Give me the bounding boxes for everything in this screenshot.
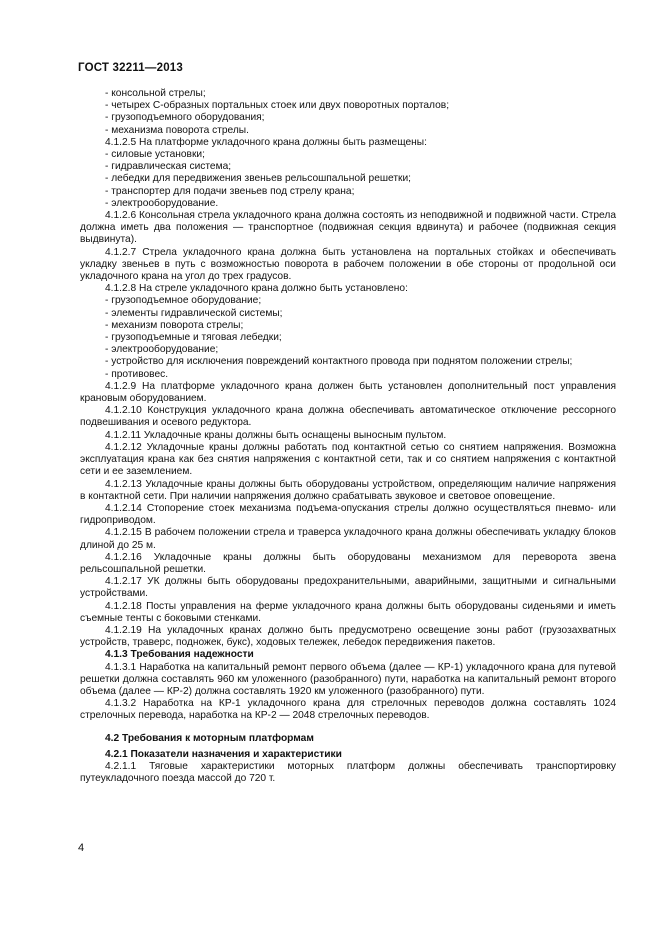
list-item: - механизма поворота стрелы. [105,124,249,136]
list-item: - грузоподъемные и тяговая лебедки; [105,332,282,344]
paragraph: 4.1.2.15 В рабочем положении стрела и траверса укладочного крана должны обеспечивать укладку блоков длиной до 25 м. [80,527,616,551]
section-heading: 4.2 Требования к моторным платформам [105,732,314,744]
list-item: - грузоподъемное оборудование; [105,295,262,307]
paragraph: 4.1.2.18 Посты управления на ферме укладочного крана должны быть оборудованы сиденьями и иметь съемные тенты с боковыми стенками. [80,600,616,624]
list-item: - механизм поворота стрелы; [105,319,244,331]
paragraph: 4.1.2.13 Укладочные краны должны быть оборудованы устройством, определяющим наличие напряжения в контактной сети. При наличии напряжения должно срабатывать звуковое и световое оповещение. [80,478,616,502]
list-item: - гидравлическая система; [105,161,232,173]
list-item: - транспортер для подачи звеньев под стрелу крана; [105,185,355,197]
paragraph: 4.1.2.8 На стреле укладочного крана должно быть установлено: [105,283,408,295]
paragraph: 4.1.2.12 Укладочные краны должны работать под контактной сетью со снятием напряжения. Возможна эксплуатация крана как без снятия напряжения с контактной сети, так и со снятием напряжения с контактной сети и ее заземлением. [80,441,616,478]
paragraph: 4.1.3.2 Наработка на КР-1 укладочного крана для стрелочных переводов должна составлять 1024 стрелочных перевода, наработка на КР-2 — 2048 стрелочных переводов. [80,698,616,722]
paragraph: 4.1.2.14 Стопорение стоек механизма подъема-опускания стрелы должно осуществляться пневмо- или гидроприводом. [80,502,616,527]
paragraph: 4.1.2.7 Стрела укладочного крана должна быть установлена на портальных стойках и обеспечивать укладку звеньев в путь с возможностью поворота в рабочем положении в обе стороны от продольной оси укладочного крана на угол до трех градусов. [80,246,616,283]
paragraph: 4.1.2.16 Укладочные краны должны быть оборудованы механизмом для переворота звена рельсошпальной решетки. [80,551,616,575]
document-body [80,88,616,785]
paragraph: 4.1.2.10 Конструкция укладочного крана должна обеспечивать автоматическое отключение рессорного подвешивания и осевого редуктора. [80,405,616,429]
list-item: - силовые установки; [105,149,205,161]
section-heading: 4.2.1 Показатели назначения и характеристики [105,748,342,760]
paragraph: 4.1.2.5 На платформе укладочного крана должны быть размещены: [105,136,427,148]
paragraph: 4.1.2.6 Консольная стрела укладочного крана должна состоять из неподвижной и подвижной части. Стрела должна иметь два положения — транспортное (подвижная секция вдвинута) и рабочее (подвижная секция выдвинута). [80,210,616,246]
page-number: 4 [78,842,85,854]
paragraph: 4.1.2.17 УК должны быть оборудованы предохранительными, аварийными, защитными и сигнальными устройствами. [80,576,616,600]
paragraph: 4.1.2.19 На укладочных кранах должно быть предусмотрено освещение зоны работ (грузозахватных устройств, траверс, подножек, букс), ходовых тележек, лебедок передвижения пакетов. [80,624,616,649]
section-heading: 4.1.3 Требования надежности [105,649,254,661]
paragraph: 4.1.2.9 На платформе укладочного крана должен быть установлен дополнительный пост управления крановым оборудованием. [80,380,616,405]
list-item: - электрооборудование. [105,197,219,209]
paragraph: 4.1.3.1 Наработка на капитальный ремонт первого объема (далее — КР-1) укладочного крана для путевой решетки должна составлять 960 км уложенного (разобранного) пути, наработка на капитальный ремонт второго объема (далее — КР-2) должна составлять 1920 км уложенного (разобранного) пути. [80,661,616,697]
list-item: - устройство для исключения повреждений контактного провода при поднятом положении стрелы; [105,356,573,368]
list-item: - противовес. [105,368,169,380]
page-header: ГОСТ 32211—2013 [78,62,183,74]
paragraph: 4.2.1.1 Тяговые характеристики моторных платформ должны обеспечивать транспортировку путеукладочного поезда массой до 720 т. [80,760,616,785]
list-item: - элементы гидравлической системы; [105,307,283,319]
list-item: - электрооборудование; [105,344,219,356]
list-item: - лебедки для передвижения звеньев рельсошпальной решетки; [105,173,412,185]
list-item: - грузоподъемного оборудования; [105,112,265,124]
list-item: - консольной стрелы; [105,88,206,99]
paragraph: 4.1.2.11 Укладочные краны должны быть оснащены выносным пультом. [105,429,447,441]
list-item: - четырех С-образных портальных стоек или двух поворотных порталов; [105,100,450,112]
